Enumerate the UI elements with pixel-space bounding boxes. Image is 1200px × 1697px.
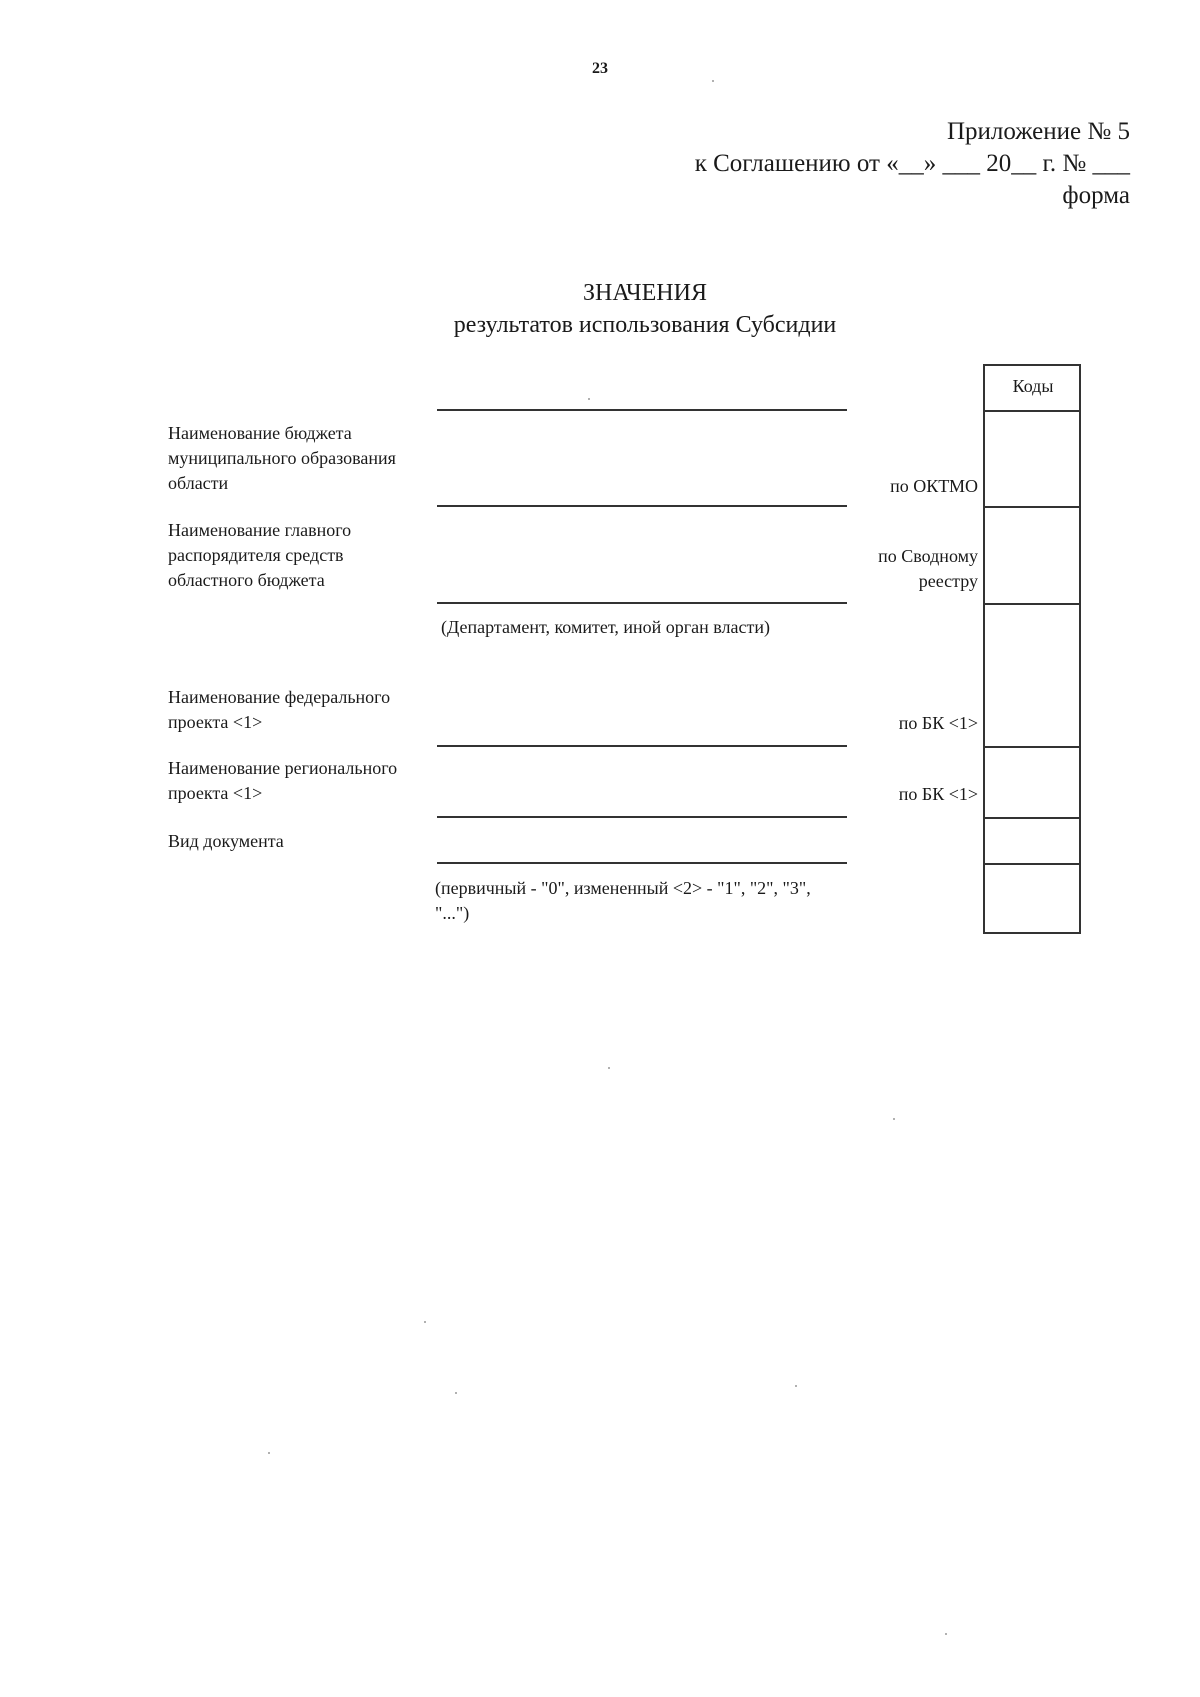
document-subtitle: результатов использования Субсидии <box>453 312 837 338</box>
scan-speck <box>945 1633 947 1635</box>
page-number: 23 <box>592 60 608 77</box>
scan-speck <box>795 1385 797 1387</box>
appendix-block <box>695 116 1130 212</box>
regional-project-field[interactable] <box>437 816 847 818</box>
document-title: ЗНАЧЕНИЯ <box>583 280 707 306</box>
budget-name-label: Наименование бюджета муниципального образования области <box>168 423 396 493</box>
regional-project-label: Наименование регионального проекта <1> <box>168 758 398 803</box>
codes-divider <box>983 817 1081 819</box>
scan-speck <box>588 398 590 400</box>
summary-registry-code-label: по Сводному реестру <box>878 546 978 591</box>
codes-divider <box>983 410 1081 412</box>
codes-divider <box>983 603 1081 605</box>
codes-divider <box>983 863 1081 865</box>
blank-line <box>437 409 847 411</box>
scan-speck <box>268 1452 270 1454</box>
codes-header: Коды <box>1012 376 1054 396</box>
main-administrator-field[interactable] <box>437 602 847 604</box>
federal-project-label: Наименование федерального проекта <1> <box>168 687 391 732</box>
scan-speck <box>608 1067 610 1069</box>
scan-speck <box>424 1321 426 1323</box>
scan-speck <box>455 1392 457 1394</box>
document-type-note: (первичный - "0", измененный <2> - "1", "2", "3", "...") <box>435 878 811 923</box>
codes-divider <box>983 506 1081 508</box>
document-type-label: Вид документа <box>168 831 284 851</box>
document-type-field[interactable] <box>437 862 847 864</box>
federal-project-field[interactable] <box>437 745 847 747</box>
budget-name-field[interactable] <box>437 505 847 507</box>
agreement-reference: к Соглашению от «__» ___ 20__ г. № ___ <box>694 150 1130 177</box>
scan-speck <box>893 1118 895 1120</box>
form-label: форма <box>1062 182 1130 209</box>
appendix-number: Приложение № 5 <box>946 118 1130 145</box>
main-administrator-label: Наименование главного распорядителя средств областного бюджета <box>168 520 352 590</box>
administrator-note: (Департамент, комитет, иной орган власти) <box>441 617 770 637</box>
regional-bk-code-label: по БК <1> <box>898 784 978 804</box>
codes-divider <box>983 746 1081 748</box>
codes-table <box>983 364 1081 934</box>
federal-bk-code-label: по БК <1> <box>898 713 978 733</box>
oktmo-code-label: по ОКТМО <box>890 476 978 496</box>
scan-speck <box>712 80 714 82</box>
